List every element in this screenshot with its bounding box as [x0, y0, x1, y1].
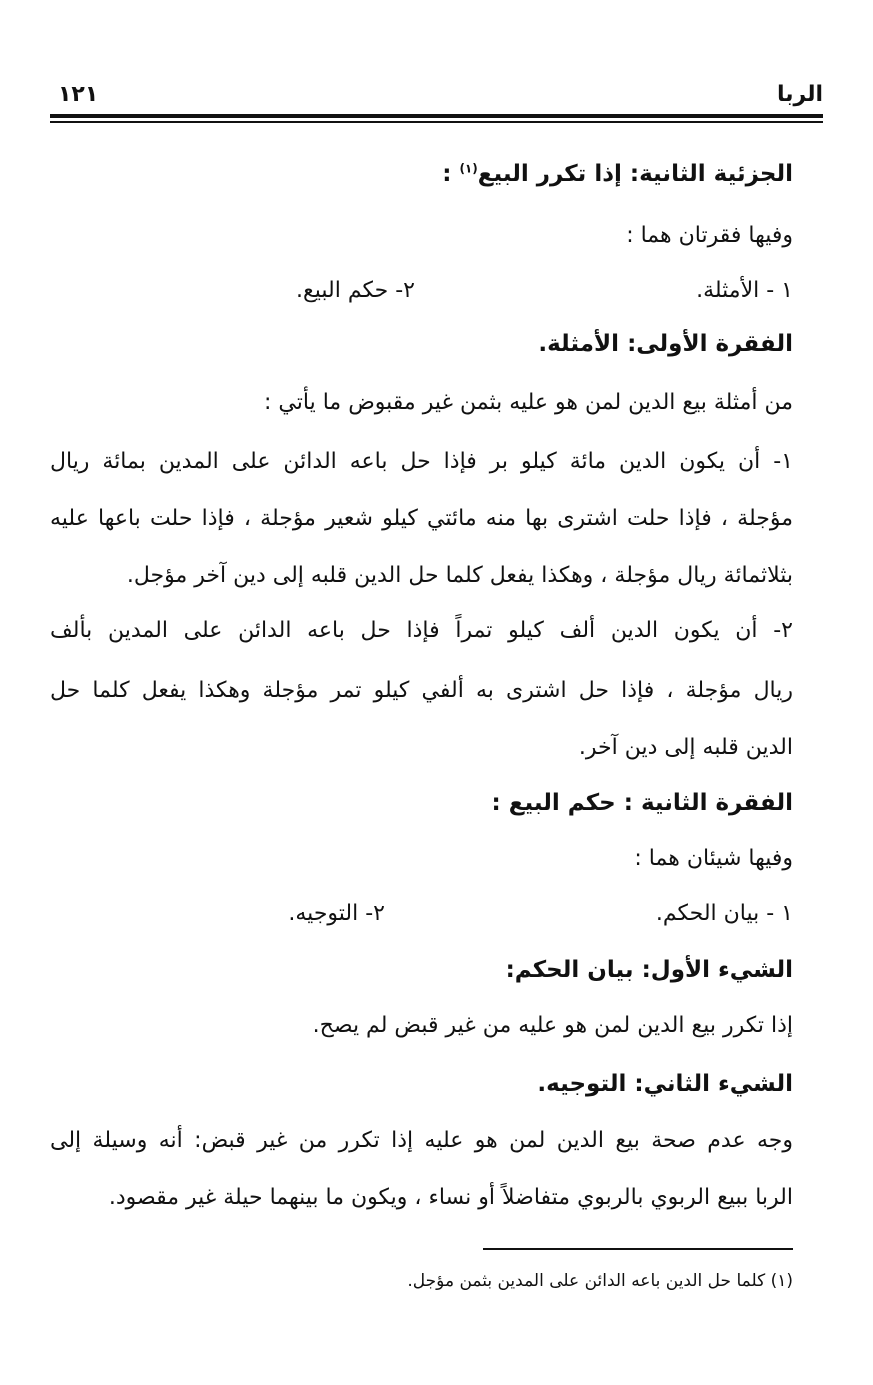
- footnote-1: (١) كلما حل الدين باعه الدائن على المدين بثمن مؤجل.: [407, 1271, 793, 1291]
- example-1-line-1: ١- أن يكون الدين مائة كيلو بر فإذا حل باعه الدائن على المدين بمائة ريال: [50, 449, 793, 474]
- paragraph-2-heading: الفقرة الثانية : حكم البيع :: [491, 790, 793, 816]
- section-title-colon: :: [442, 161, 452, 187]
- list-1-item-1: ١ - الأمثلة.: [696, 278, 793, 303]
- example-1-line-3: بثلاثمائة ريال مؤجلة ، وهكذا يفعل كلما حل الدين قلبه إلى دين آخر مؤجل.: [126, 563, 793, 588]
- running-title: الربا: [776, 82, 823, 107]
- list-1-item-2: ٢- حكم البيع.: [296, 278, 415, 303]
- example-2-line-2: ريال مؤجلة ، فإذا حل اشترى به ألفي كيلو تمر مؤجلة وهكذا يفعل كلما حل: [50, 678, 793, 703]
- paragraph-1-heading: الفقرة الأولى: الأمثلة.: [538, 331, 793, 357]
- thing-2-line-1: وجه عدم صحة بيع الدين لمن هو عليه إذا تكرر من غير قبض: أنه وسيلة إلى: [50, 1128, 793, 1153]
- thing-1-text: إذا تكرر بيع الدين لمن هو عليه من غير قبض لم يصح.: [312, 1013, 793, 1038]
- page-header: [50, 80, 823, 114]
- thing-2-line-2: الربا ببيع الربوي بالربوي متفاضلاً أو نساء ، ويكون ما بينهما حيلة غير مقصود.: [108, 1185, 793, 1210]
- page-number: ١٢١: [58, 82, 99, 107]
- thing-2-heading: الشيء الثاني: التوجيه.: [537, 1071, 793, 1097]
- intro-2: وفيها شيئان هما :: [634, 846, 793, 871]
- header-rule-thick: [50, 114, 823, 118]
- header-rule-thin: [50, 121, 823, 123]
- section-title: [442, 158, 793, 190]
- intro-1: وفيها فقرتان هما :: [626, 223, 793, 248]
- list-2-item-2: ٢- التوجيه.: [288, 901, 385, 926]
- list-2-item-1: ١ - بيان الحكم.: [655, 901, 793, 926]
- footnote-ref[interactable]: (١): [459, 161, 478, 176]
- example-1-line-2: مؤجلة ، فإذا حلت اشترى بها منه مائتي كيلو شعير مؤجلة ، فإذا حلت باعها عليه: [50, 506, 793, 531]
- thing-1-heading: الشيء الأول: بيان الحكم:: [505, 957, 793, 983]
- footnote-separator: [483, 1248, 793, 1250]
- example-2-line-1: ٢- أن يكون الدين ألف كيلو تمراً فإذا حل باعه الدائن على المدين بألف: [50, 618, 793, 643]
- example-2-line-3: الدين قلبه إلى دين آخر.: [578, 735, 793, 760]
- section-title-text: الجزئية الثانية: إذا تكرر البيع: [477, 161, 793, 187]
- paragraph-1-intro: من أمثلة بيع الدين لمن هو عليه بثمن غير مقبوض ما يأتي :: [264, 390, 793, 415]
